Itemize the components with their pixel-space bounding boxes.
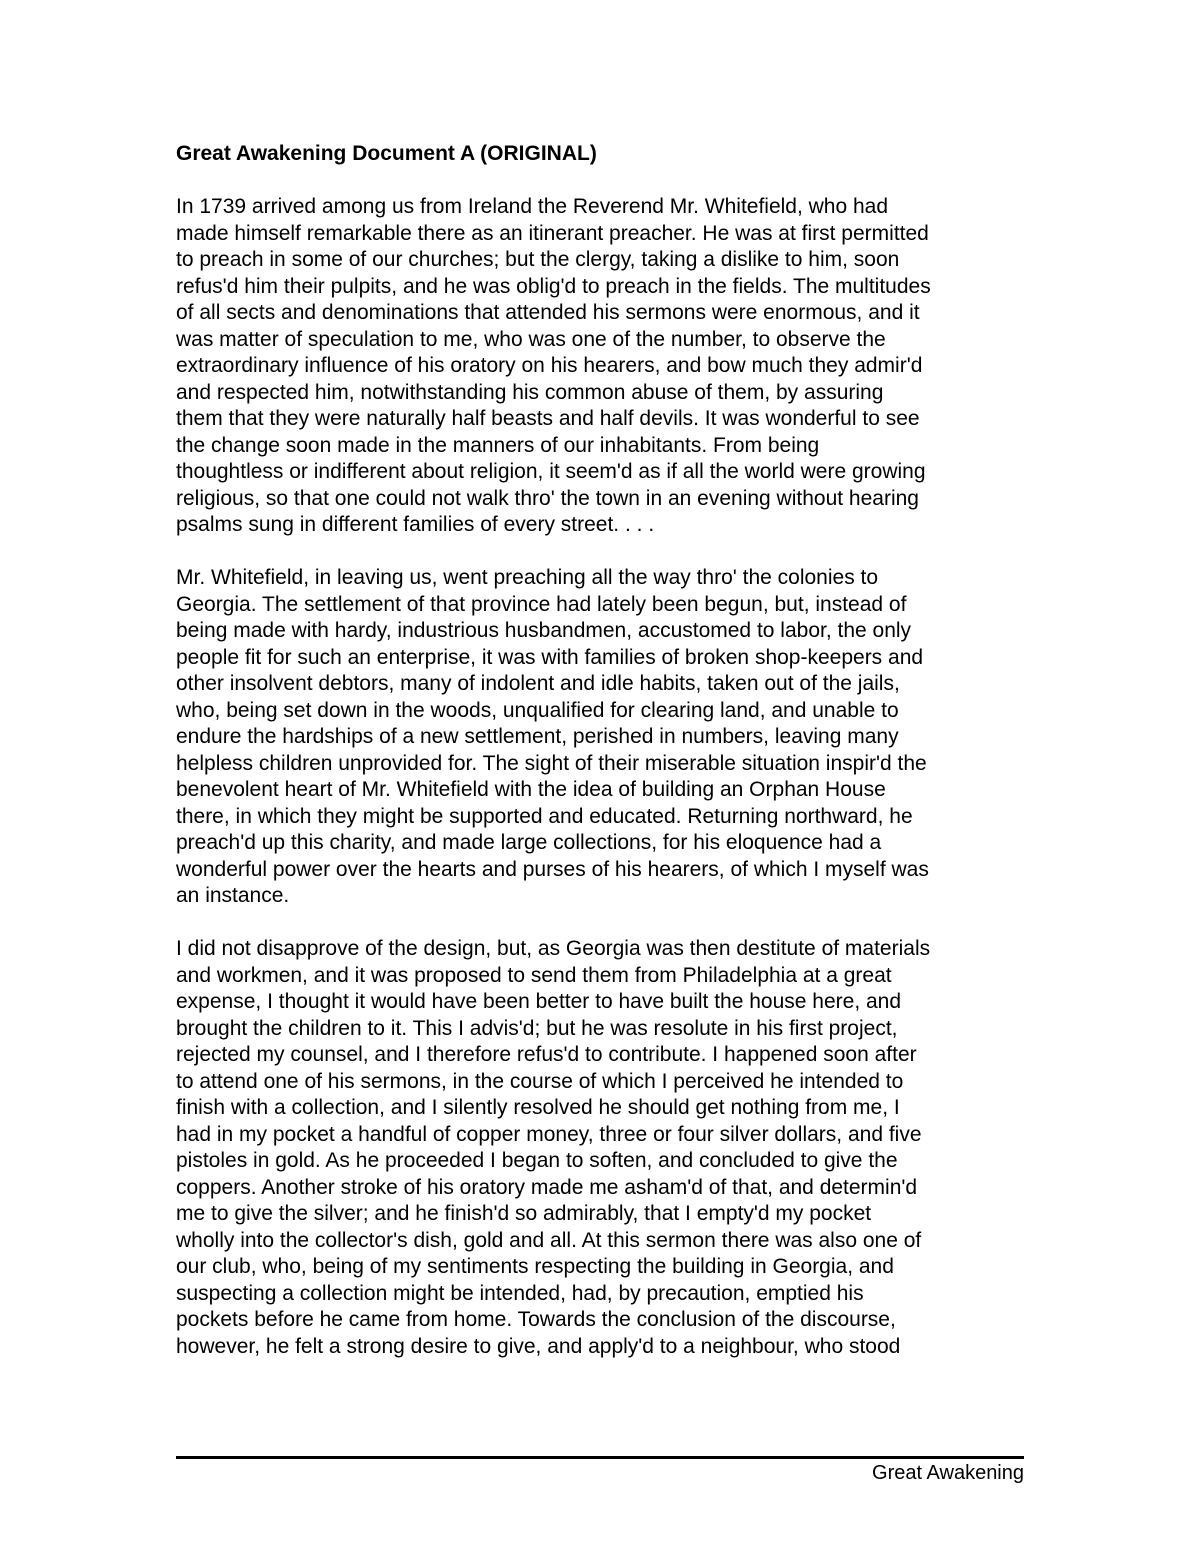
text-line: extraordinary influence of his oratory on his hearers, and bow much they admir'd [176,354,923,377]
text-line: me to give the silver; and he finish'd so admirably, that I empty'd my pocket [176,1202,872,1225]
text-line: to attend one of his sermons, in the course of which I perceived he intended to [176,1069,904,1093]
text-line: wholly into the collector's dish, gold and all. At this sermon there was also one of [176,1228,922,1252]
text-line: an instance. [176,884,290,907]
text-line: finish with a collection, and I silently resolved he should get nothing from me, I [176,1096,900,1119]
text-line: however, he felt a strong desire to give, and apply'd to a neighbour, who stood [176,1334,901,1358]
text-line: coppers. Another stroke of his oratory made me asham'd of that, and determin'd [176,1175,918,1199]
text-line: other insolvent debtors, many of indolent and idle habits, taken out of the jails, [176,672,900,695]
text-line: In 1739 arrived among us from Ireland the Reverend Mr. Whitefield, who had [176,195,889,218]
text-line: helpless children unprovided for. The sight of their miserable situation inspir'd the [176,751,927,775]
text-line: Georgia. The settlement of that province had lately been begun, but, instead of [176,592,907,616]
text-line: of all sects and denominations that attended his sermons were enormous, and it [176,301,920,324]
footer-divider [176,1456,1024,1459]
text-line: refus'd him their pulpits, and he was oblig'd to preach in the fields. The multitudes [176,274,931,298]
text-line: to preach in some of our churches; but the clergy, taking a dislike to him, soon [176,248,900,271]
text-line: the change soon made in the manners of our inhabitants. From being [176,433,820,457]
text-line: was matter of speculation to me, who was one of the number, to observe the [176,327,886,351]
text-line: who, being set down in the woods, unqualified for clearing land, and unable to [176,698,899,722]
document-title: Great Awakening Document A (ORIGINAL) [176,142,597,165]
text-line: pistoles in gold. As he proceeded I began to soften, and concluded to give the [176,1149,898,1172]
text-line: our club, who, being of my sentiments respecting the building in Georgia, and [176,1255,894,1278]
paragraph-3 [176,936,1032,1360]
text-line: being made with hardy, industrious husbandmen, accustomed to labor, the only [176,619,912,642]
text-line: endure the hardships of a new settlement, perished in numbers, leaving many [176,725,899,748]
text-line: there, in which they might be supported and educated. Returning northward, he [176,804,913,828]
text-line: I did not disapprove of the design, but, as Georgia was then destitute of materials [176,937,931,960]
text-line: and workmen, and it was proposed to send them from Philadelphia at a great [176,963,892,987]
text-line: suspecting a collection might be intended, had, by precaution, emptied his [176,1281,864,1305]
text-line: had in my pocket a handful of copper money, three or four silver dollars, and five [176,1122,922,1146]
text-line: expense, I thought it would have been better to have built the house here, and [176,990,902,1013]
text-line: preach'd up this charity, and made large collections, for his eloquence had a [176,831,882,854]
text-line: Mr. Whitefield, in leaving us, went preaching all the way thro' the colonies to [176,566,879,589]
text-line: them that they were naturally half beasts and half devils. It was wonderful to see [176,407,920,430]
paragraph-2 [176,565,1032,910]
text-line: thoughtless or indifferent about religion, it seem'd as if all the world were growing [176,460,926,483]
text-line: psalms sung in different families of every street. . . . [176,513,655,536]
footer-label: Great Awakening [872,1462,1024,1484]
text-line: people fit for such an enterprise, it was with families of broken shop-keepers and [176,645,924,669]
document-body [176,141,1032,1387]
text-line: rejected my counsel, and I therefore refus'd to contribute. I happened soon after [176,1043,917,1066]
paragraph-1 [176,194,1032,539]
text-line: religious, so that one could not walk thro' the town in an evening without hearing [176,486,919,510]
text-line: wonderful power over the hearts and purses of his hearers, of which I myself was [176,857,929,881]
text-line: pockets before he came from home. Towards the conclusion of the discourse, [176,1308,896,1331]
text-line: and respected him, notwithstanding his common abuse of them, by assuring [176,380,884,404]
text-line: brought the children to it. This I advis'd; but he was resolute in his first project, [176,1016,898,1040]
text-line: made himself remarkable there as an itinerant preacher. He was at first permitted [176,221,929,245]
text-line: benevolent heart of Mr. Whitefield with the idea of building an Orphan House [176,778,886,801]
